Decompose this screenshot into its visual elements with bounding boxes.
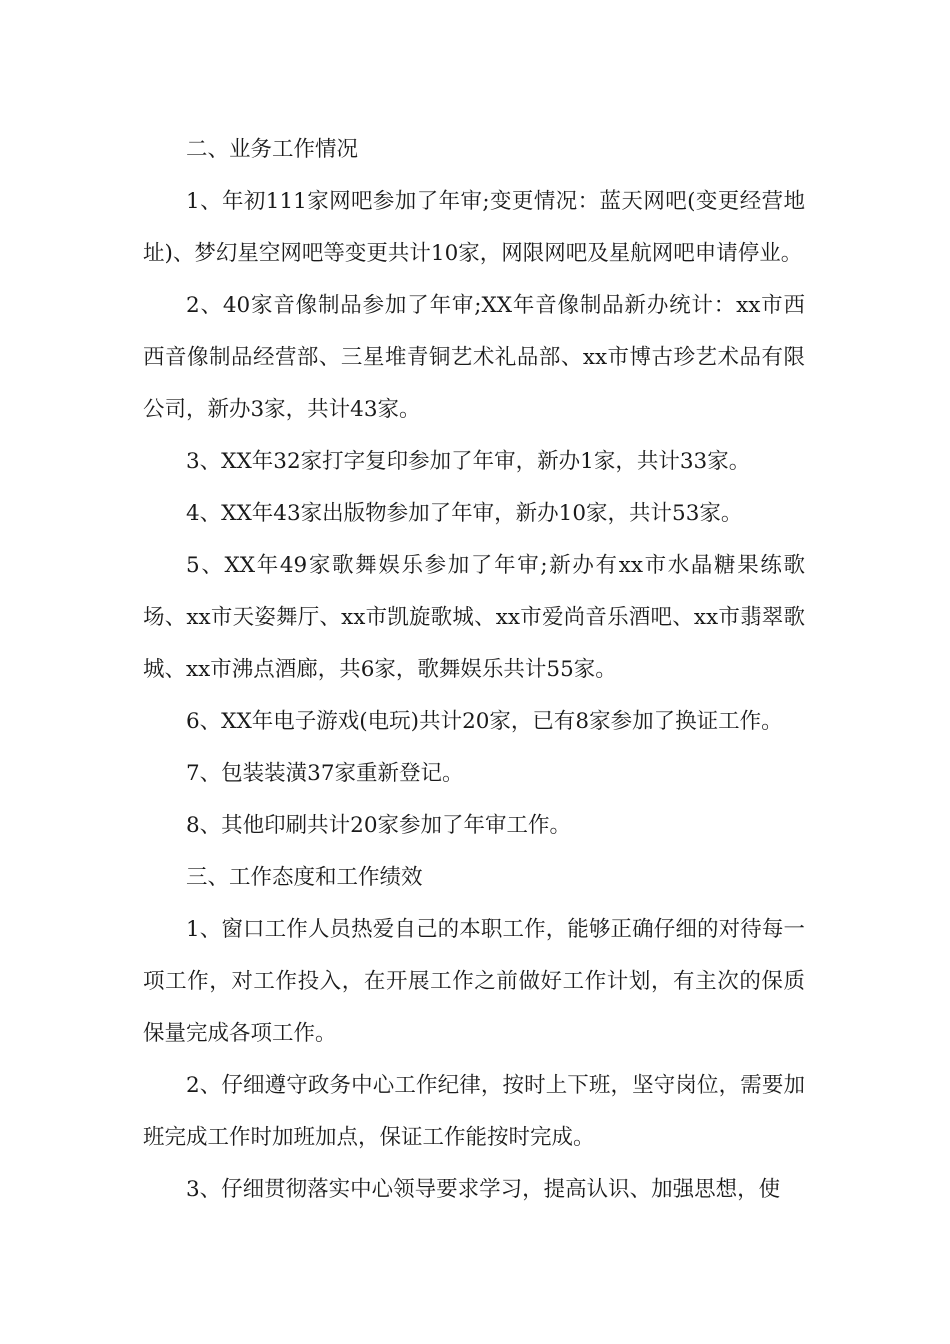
paragraph-item-3: 3、XX年32家打字复印参加了年审，新办1家，共计33家。 [186,449,751,474]
section-heading-attitude: 三、工作态度和工作绩效 [186,865,423,890]
paragraph-item-7: 7、包装装潢37家重新登记。 [186,761,464,786]
section-heading-business: 二、业务工作情况 [186,137,359,162]
paragraph-item-2: 2、40家音像制品参加了年审;XX年音像制品新办统计：xx市西西音像制品经营部、三星堆青铜艺术礼品部、xx市博古珍艺术品有限公司，新办3家，共计43家。 [143,293,805,422]
paragraph-item-4: 4、XX年43家出版物参加了年审，新办10家，共计53家。 [186,501,743,526]
document-body [143,124,805,1216]
paragraph-item-5: 5、XX年49家歌舞娱乐参加了年审;新办有xx市水晶糖果练歌场、xx市天姿舞厅、xx市凯旋歌城、xx市爱尚音乐酒吧、xx市翡翠歌城、xx市沸点酒廊，共6家，歌舞娱乐共计55家。 [143,553,805,682]
paragraph-attitude-1: 1、窗口工作人员热爱自己的本职工作，能够正确仔细的对待每一项工作，对工作投入，在开展工作之前做好工作计划，有主次的保质保量完成各项工作。 [143,917,805,1046]
paragraph-attitude-3: 3、仔细贯彻落实中心领导要求学习，提高认识、加强思想，使 [186,1177,781,1202]
paragraph-item-6: 6、XX年电子游戏(电玩)共计20家，已有8家参加了换证工作。 [186,709,783,734]
paragraph-item-1: 1、年初111家网吧参加了年审;变更情况：蓝天网吧(变更经营地址)、梦幻星空网吧等变更共计10家，网限网吧及星航网吧申请停业。 [143,189,805,266]
paragraph-attitude-2: 2、仔细遵守政务中心工作纪律，按时上下班，坚守岗位，需要加班完成工作时加班加点，保证工作能按时完成。 [143,1073,805,1150]
paragraph-item-8: 8、其他印刷共计20家参加了年审工作。 [186,813,572,838]
